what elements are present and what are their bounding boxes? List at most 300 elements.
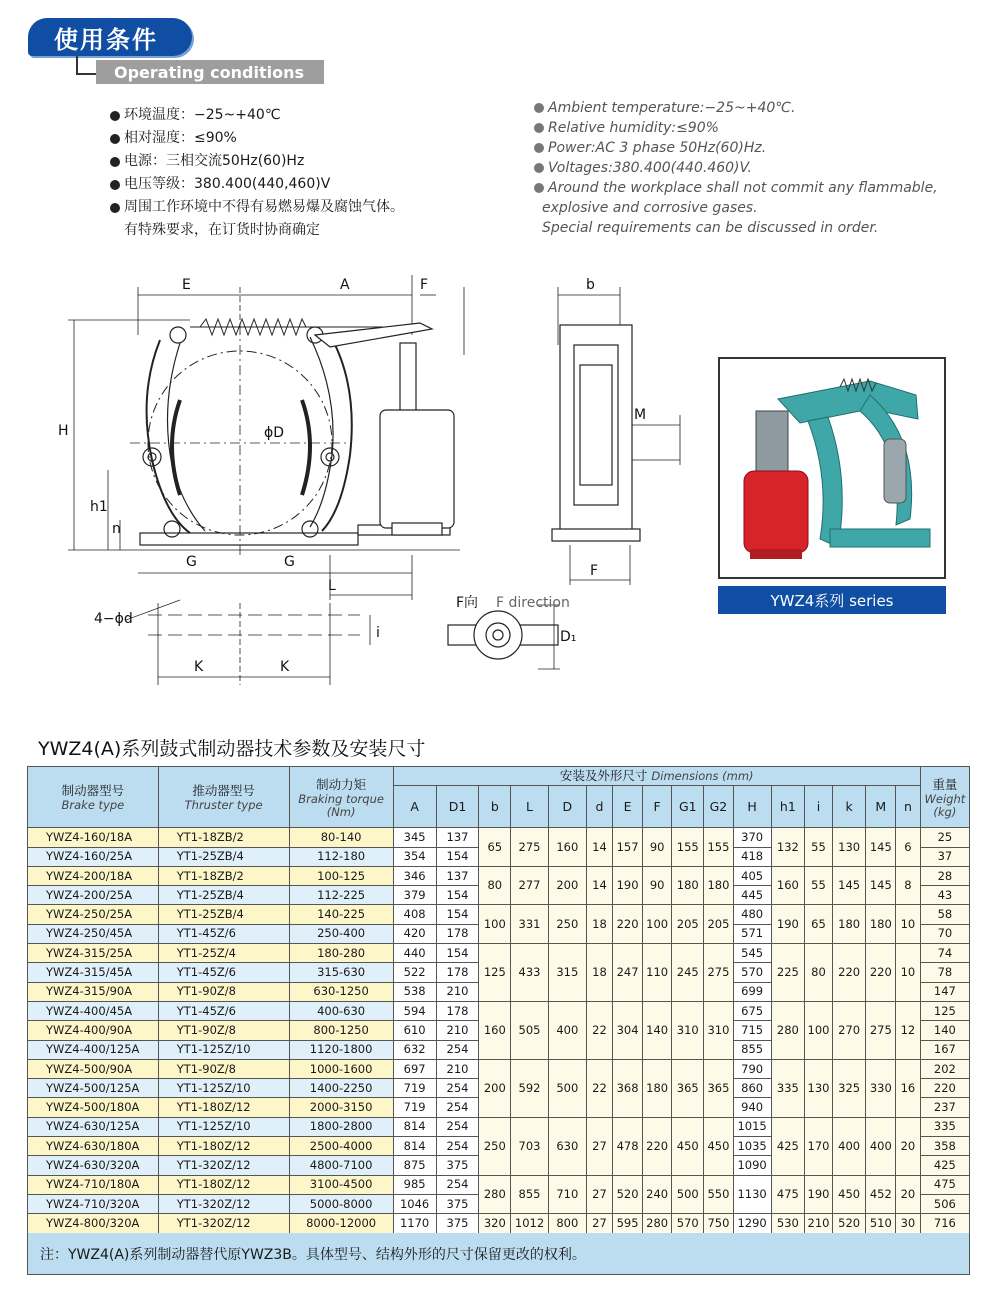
cell-g1: 570 (672, 1214, 704, 1233)
cell-h: 715 (733, 1021, 771, 1040)
cell-d1: 254 (436, 1079, 479, 1098)
header-col-i: i (805, 786, 833, 828)
cell-a: 345 (393, 828, 436, 847)
cell-weight: 506 (920, 1194, 969, 1213)
cell-torque: 100-125 (289, 866, 393, 885)
cell-h1: 225 (771, 944, 805, 1002)
cell-d1: 254 (436, 1098, 479, 1117)
header-col-d: D (548, 786, 586, 828)
cell-a: 440 (393, 944, 436, 963)
cell-d1: 154 (436, 944, 479, 963)
cell-a: 814 (393, 1137, 436, 1156)
cell-g1: 205 (672, 905, 704, 944)
header-weight (920, 767, 969, 828)
cell-e: 304 (613, 1001, 643, 1059)
cell-k: 520 (832, 1214, 866, 1233)
header-torque-cn: 制动力矩 (316, 776, 367, 792)
cell-thruster-type: YT1-18ZB/2 (158, 866, 289, 885)
header-dimensions-cn: 安装及外形尺寸 (559, 768, 648, 784)
spec-table-wrap (27, 766, 970, 1234)
cell-b: 65 (479, 828, 511, 867)
cell-weight: 25 (920, 828, 969, 847)
condition-text: Relative humidity:≤90% (548, 120, 719, 136)
condition-text: 周围工作环境中不得有易燃易爆及腐蚀气体。 (124, 199, 404, 215)
cell-weight: 475 (920, 1175, 969, 1194)
condition-item (534, 158, 938, 178)
cell-a: 1046 (393, 1194, 436, 1213)
cell-g1: 365 (672, 1059, 704, 1117)
cell-torque: 112-225 (289, 886, 393, 905)
cell-f: 90 (642, 866, 672, 905)
cell-brake-type: YWZ4-630/180A (28, 1137, 159, 1156)
cell-g1: 500 (672, 1175, 704, 1214)
cell-weight: 74 (920, 944, 969, 963)
cell-h1: 280 (771, 1001, 805, 1059)
cell-d: 630 (548, 1117, 586, 1175)
header-col-b: b (479, 786, 511, 828)
cell-i: 170 (805, 1117, 833, 1175)
cell-h: 418 (733, 847, 771, 866)
cell-d1: 254 (436, 1175, 479, 1194)
header-col-m: M (866, 786, 896, 828)
table-note: 注：YWZ4(A)系列制动器替代原YWZ3B。具体型号、结构外形的尺寸保留更改的权利。 (27, 1233, 970, 1275)
header-torque-en: Braking torque (298, 791, 384, 806)
cell-e: 368 (613, 1059, 643, 1117)
cell-f: 110 (642, 944, 672, 1002)
table-title: YWZ4(A)系列鼓式制动器技术参数及安装尺寸 (38, 738, 426, 760)
cell-thruster-type: YT1-180Z/12 (158, 1137, 289, 1156)
cell-e: 157 (613, 828, 643, 867)
cell-h: 571 (733, 924, 771, 943)
cell-a: 408 (393, 905, 436, 924)
table-row (28, 866, 970, 885)
cell-i: 100 (805, 1001, 833, 1059)
cell-n: 10 (896, 905, 921, 944)
cell-n: 6 (896, 828, 921, 867)
cell-d1: 254 (436, 1040, 479, 1059)
condition-text: Voltages:380.400(440.460)V. (548, 160, 752, 176)
cell-h: 790 (733, 1059, 771, 1078)
cell-torque: 1800-2800 (289, 1117, 393, 1136)
table-row (28, 1117, 970, 1136)
cell-m: 452 (866, 1175, 896, 1214)
cell-thruster-type: YT1-125Z/10 (158, 1079, 289, 1098)
cell-torque: 800-1250 (289, 1021, 393, 1040)
cell-torque: 8000-12000 (289, 1214, 393, 1233)
cell-l: 1012 (511, 1214, 549, 1233)
cell-torque: 630-1250 (289, 982, 393, 1001)
cell-thruster-type: YT1-18ZB/2 (158, 828, 289, 847)
header-col-g1: G1 (672, 786, 704, 828)
brake-illustration (720, 359, 944, 577)
cell-b: 280 (479, 1175, 511, 1214)
cell-d: 22 (586, 1001, 613, 1059)
cell-b: 125 (479, 944, 511, 1002)
cell-b: 250 (479, 1117, 511, 1175)
cell-torque: 80-140 (289, 828, 393, 847)
cell-thruster-type: YT1-180Z/12 (158, 1175, 289, 1194)
cell-thruster-type: YT1-90Z/8 (158, 1059, 289, 1078)
dim-label-K: K (280, 659, 290, 675)
condition-item (110, 104, 404, 127)
cell-n: 16 (896, 1059, 921, 1117)
cell-h: 405 (733, 866, 771, 885)
dim-label-n: n (112, 521, 121, 537)
dim-label-F: F (420, 277, 429, 293)
header-connector (76, 73, 96, 75)
cell-a: 985 (393, 1175, 436, 1194)
cell-torque: 315-630 (289, 963, 393, 982)
dim-label-M: M (634, 407, 647, 423)
cell-h1: 190 (771, 905, 805, 944)
header-thruster-type-cn: 推动器型号 (192, 783, 255, 799)
cell-f: 90 (642, 828, 672, 867)
table-row (28, 828, 970, 847)
cell-weight: 140 (920, 1021, 969, 1040)
cell-a: 719 (393, 1079, 436, 1098)
cell-h: 1290 (733, 1214, 771, 1233)
cell-d1: 210 (436, 1059, 479, 1078)
cell-brake-type: YWZ4-710/180A (28, 1175, 159, 1194)
cell-k: 145 (832, 866, 866, 905)
cell-d: 710 (548, 1175, 586, 1214)
cell-g2: 180 (704, 866, 734, 905)
condition-item (110, 150, 404, 173)
cell-a: 379 (393, 886, 436, 905)
cell-l: 703 (511, 1117, 549, 1175)
header-weight-cn: 重量 (932, 776, 958, 792)
cell-g2: 450 (704, 1117, 734, 1175)
table-row (28, 905, 970, 924)
header-col-h: H (733, 786, 771, 828)
cell-k: 180 (832, 905, 866, 944)
cell-e: 520 (613, 1175, 643, 1214)
cell-n: 20 (896, 1117, 921, 1175)
cell-brake-type: YWZ4-200/25A (28, 886, 159, 905)
cell-d: 400 (548, 1001, 586, 1059)
conditions-en (534, 98, 938, 238)
cell-n: 30 (896, 1214, 921, 1233)
condition-text: Around the workplace shall not commit any flammable, (548, 180, 938, 196)
cell-h: 545 (733, 944, 771, 963)
cell-h1: 530 (771, 1214, 805, 1233)
cell-e: 478 (613, 1117, 643, 1175)
f-direction-en: F direction (496, 595, 570, 611)
cell-h1: 160 (771, 866, 805, 905)
cell-thruster-type: YT1-90Z/8 (158, 982, 289, 1001)
cell-g1: 180 (672, 866, 704, 905)
cell-thruster-type: YT1-45Z/6 (158, 963, 289, 982)
cell-brake-type: YWZ4-500/90A (28, 1059, 159, 1078)
cell-weight: 125 (920, 1001, 969, 1020)
cell-a: 632 (393, 1040, 436, 1059)
cell-h1: 132 (771, 828, 805, 867)
condition-text: 环境温度：−25~+40℃ (124, 107, 281, 123)
cell-h: 480 (733, 905, 771, 924)
cell-k: 270 (832, 1001, 866, 1059)
cell-l: 592 (511, 1059, 549, 1117)
condition-text: 电压等级：380.400(440,460)V (124, 176, 331, 192)
cell-i: 80 (805, 944, 833, 1002)
technical-drawing (40, 265, 720, 705)
bullet-icon (534, 183, 544, 193)
cell-d1: 154 (436, 847, 479, 866)
cell-weight: 28 (920, 866, 969, 885)
cell-d: 18 (586, 944, 613, 1002)
cell-thruster-type: YT1-45Z/6 (158, 1001, 289, 1020)
cell-weight: 43 (920, 886, 969, 905)
condition-item (110, 127, 404, 150)
cell-f: 240 (642, 1175, 672, 1214)
bullet-icon (534, 163, 544, 173)
cell-thruster-type: YT1-320Z/12 (158, 1156, 289, 1175)
cell-torque: 112-180 (289, 847, 393, 866)
cell-a: 346 (393, 866, 436, 885)
bullet-icon (110, 134, 120, 144)
condition-text: 相对湿度：≤90% (124, 130, 237, 146)
cell-d1: 154 (436, 886, 479, 905)
bullet-icon (534, 123, 544, 133)
cell-a: 538 (393, 982, 436, 1001)
cell-brake-type: YWZ4-630/320A (28, 1156, 159, 1175)
condition-extra: Special requirements can be discussed in order. (542, 220, 879, 236)
cell-b: 80 (479, 866, 511, 905)
table-row (28, 944, 970, 963)
cell-f: 140 (642, 1001, 672, 1059)
cell-d: 160 (548, 828, 586, 867)
cell-weight: 167 (920, 1040, 969, 1059)
cell-k: 130 (832, 828, 866, 867)
bullet-icon (534, 103, 544, 113)
cell-a: 875 (393, 1156, 436, 1175)
cell-h1: 335 (771, 1059, 805, 1117)
cell-d: 27 (586, 1175, 613, 1214)
cell-b: 100 (479, 905, 511, 944)
cell-h: 1015 (733, 1117, 771, 1136)
cell-d: 250 (548, 905, 586, 944)
dim-label-A: A (340, 277, 350, 293)
cell-g2: 155 (704, 828, 734, 867)
cell-weight: 237 (920, 1098, 969, 1117)
cell-a: 420 (393, 924, 436, 943)
cell-d: 18 (586, 905, 613, 944)
cell-k: 400 (832, 1117, 866, 1175)
cell-torque: 140-225 (289, 905, 393, 924)
condition-item (110, 173, 404, 196)
cell-h1: 475 (771, 1175, 805, 1214)
cell-b: 320 (479, 1214, 511, 1233)
cell-a: 1170 (393, 1214, 436, 1233)
cell-l: 331 (511, 905, 549, 944)
header-col-f: F (642, 786, 672, 828)
cell-torque: 180-280 (289, 944, 393, 963)
cell-torque: 5000-8000 (289, 1194, 393, 1213)
cell-m: 510 (866, 1214, 896, 1233)
cell-torque: 400-630 (289, 1001, 393, 1020)
f-direction-cn: F向 (456, 595, 479, 611)
cell-brake-type: YWZ4-500/125A (28, 1079, 159, 1098)
header-weight-en: Weight (924, 791, 966, 806)
cell-d1: 137 (436, 828, 479, 847)
condition-item (534, 98, 938, 118)
header-connector (76, 56, 78, 74)
cell-k: 450 (832, 1175, 866, 1214)
cell-e: 595 (613, 1214, 643, 1233)
header-brake-type-en: Brake type (61, 798, 125, 813)
cell-n: 8 (896, 866, 921, 905)
dim-label-b: b (586, 277, 595, 293)
dim-label-D1: D₁ (560, 629, 577, 645)
cell-torque: 1400-2250 (289, 1079, 393, 1098)
cell-d1: 137 (436, 866, 479, 885)
cell-l: 505 (511, 1001, 549, 1059)
cell-thruster-type: YT1-45Z/6 (158, 924, 289, 943)
cell-b: 160 (479, 1001, 511, 1059)
cell-g1: 450 (672, 1117, 704, 1175)
cell-thruster-type: YT1-25ZB/4 (158, 905, 289, 924)
cell-k: 325 (832, 1059, 866, 1117)
cell-weight: 58 (920, 905, 969, 924)
cell-l: 855 (511, 1175, 549, 1214)
cell-e: 220 (613, 905, 643, 944)
conditions-cn (110, 104, 404, 242)
condition-item (534, 118, 938, 138)
cell-m: 145 (866, 866, 896, 905)
cell-brake-type: YWZ4-800/320A (28, 1214, 159, 1233)
cell-thruster-type: YT1-25Z/4 (158, 944, 289, 963)
cell-brake-type: YWZ4-250/25A (28, 905, 159, 924)
cell-brake-type: YWZ4-200/18A (28, 866, 159, 885)
cell-k: 220 (832, 944, 866, 1002)
header-col-d: d (586, 786, 613, 828)
cell-a: 697 (393, 1059, 436, 1078)
cell-n: 12 (896, 1001, 921, 1059)
table-row (28, 1001, 970, 1020)
cell-thruster-type: YT1-320Z/12 (158, 1194, 289, 1213)
cell-l: 433 (511, 944, 549, 1002)
header-col-h1: h1 (771, 786, 805, 828)
cell-i: 65 (805, 905, 833, 944)
cell-brake-type: YWZ4-500/180A (28, 1098, 159, 1117)
header-dimensions-en: Dimensions (mm) (651, 769, 754, 784)
cell-thruster-type: YT1-180Z/12 (158, 1098, 289, 1117)
cell-d1: 375 (436, 1194, 479, 1213)
cell-thruster-type: YT1-25ZB/4 (158, 886, 289, 905)
cell-h: 940 (733, 1098, 771, 1117)
condition-text: Power:AC 3 phase 50Hz(60)Hz. (548, 140, 767, 156)
cell-torque: 2000-3150 (289, 1098, 393, 1117)
product-photo (718, 357, 946, 579)
cell-thruster-type: YT1-125Z/10 (158, 1040, 289, 1059)
cell-d1: 375 (436, 1156, 479, 1175)
cell-h: 370 (733, 828, 771, 847)
cell-d: 27 (586, 1214, 613, 1233)
dim-label-G: G (186, 554, 197, 570)
cell-thruster-type: YT1-125Z/10 (158, 1117, 289, 1136)
cell-h: 570 (733, 963, 771, 982)
cell-m: 145 (866, 828, 896, 867)
cell-m: 400 (866, 1117, 896, 1175)
cell-d1: 210 (436, 982, 479, 1001)
cell-f: 180 (642, 1059, 672, 1117)
cell-d1: 254 (436, 1137, 479, 1156)
cell-brake-type: YWZ4-160/25A (28, 847, 159, 866)
cell-a: 610 (393, 1021, 436, 1040)
cell-brake-type: YWZ4-315/90A (28, 982, 159, 1001)
header-weight-unit: (kg) (933, 804, 957, 819)
bullet-icon (110, 180, 120, 190)
header-torque (289, 767, 393, 828)
cell-weight: 37 (920, 847, 969, 866)
cell-torque: 2500-4000 (289, 1137, 393, 1156)
cell-weight: 716 (920, 1214, 969, 1233)
cell-h: 1035 (733, 1137, 771, 1156)
cell-m: 220 (866, 944, 896, 1002)
cell-n: 10 (896, 944, 921, 1002)
bullet-icon (110, 157, 120, 167)
table-row (28, 1214, 970, 1233)
cell-i: 55 (805, 828, 833, 867)
cell-brake-type: YWZ4-160/18A (28, 828, 159, 847)
cell-torque: 3100-4500 (289, 1175, 393, 1194)
dim-label-G: G (284, 554, 295, 570)
cell-brake-type: YWZ4-400/45A (28, 1001, 159, 1020)
cell-weight: 202 (920, 1059, 969, 1078)
section-title: 使用条件 (28, 18, 192, 56)
dim-label-L: L (328, 578, 336, 594)
photo-caption: YWZ4系列 series (718, 586, 946, 614)
spec-table (27, 766, 970, 1234)
cell-i: 210 (805, 1214, 833, 1233)
cell-brake-type: YWZ4-315/45A (28, 963, 159, 982)
cell-a: 354 (393, 847, 436, 866)
cell-g1: 155 (672, 828, 704, 867)
dim-label-E: E (182, 277, 191, 293)
cell-thruster-type: YT1-25ZB/4 (158, 847, 289, 866)
cell-weight: 70 (920, 924, 969, 943)
header-brake-type (28, 767, 159, 828)
cell-b: 200 (479, 1059, 511, 1117)
cell-brake-type: YWZ4-400/125A (28, 1040, 159, 1059)
cell-d: 14 (586, 866, 613, 905)
cell-weight: 147 (920, 982, 969, 1001)
cell-g2: 310 (704, 1001, 734, 1059)
table-row (28, 1059, 970, 1078)
cell-i: 55 (805, 866, 833, 905)
cell-h: 855 (733, 1040, 771, 1059)
cell-brake-type: YWZ4-400/90A (28, 1021, 159, 1040)
cell-weight: 78 (920, 963, 969, 982)
cell-brake-type: YWZ4-250/45A (28, 924, 159, 943)
cell-weight: 358 (920, 1137, 969, 1156)
header-thruster-type (158, 767, 289, 828)
condition-text: Ambient temperature:−25~+40℃. (548, 100, 796, 116)
cell-f: 100 (642, 905, 672, 944)
cell-a: 719 (393, 1098, 436, 1117)
cell-g2: 205 (704, 905, 734, 944)
header-row (28, 767, 970, 786)
cell-g1: 245 (672, 944, 704, 1002)
condition-item (534, 138, 938, 158)
header-col-n: n (896, 786, 921, 828)
table-row (28, 1175, 970, 1194)
condition-extra: 有特殊要求，在订货时协商确定 (124, 222, 320, 238)
dim-label-phiD: ϕD (264, 425, 285, 441)
header-brake-type-cn: 制动器型号 (61, 783, 125, 799)
cell-torque: 1120-1800 (289, 1040, 393, 1059)
header-col-d1: D1 (436, 786, 479, 828)
header-col-g2: G2 (704, 786, 734, 828)
